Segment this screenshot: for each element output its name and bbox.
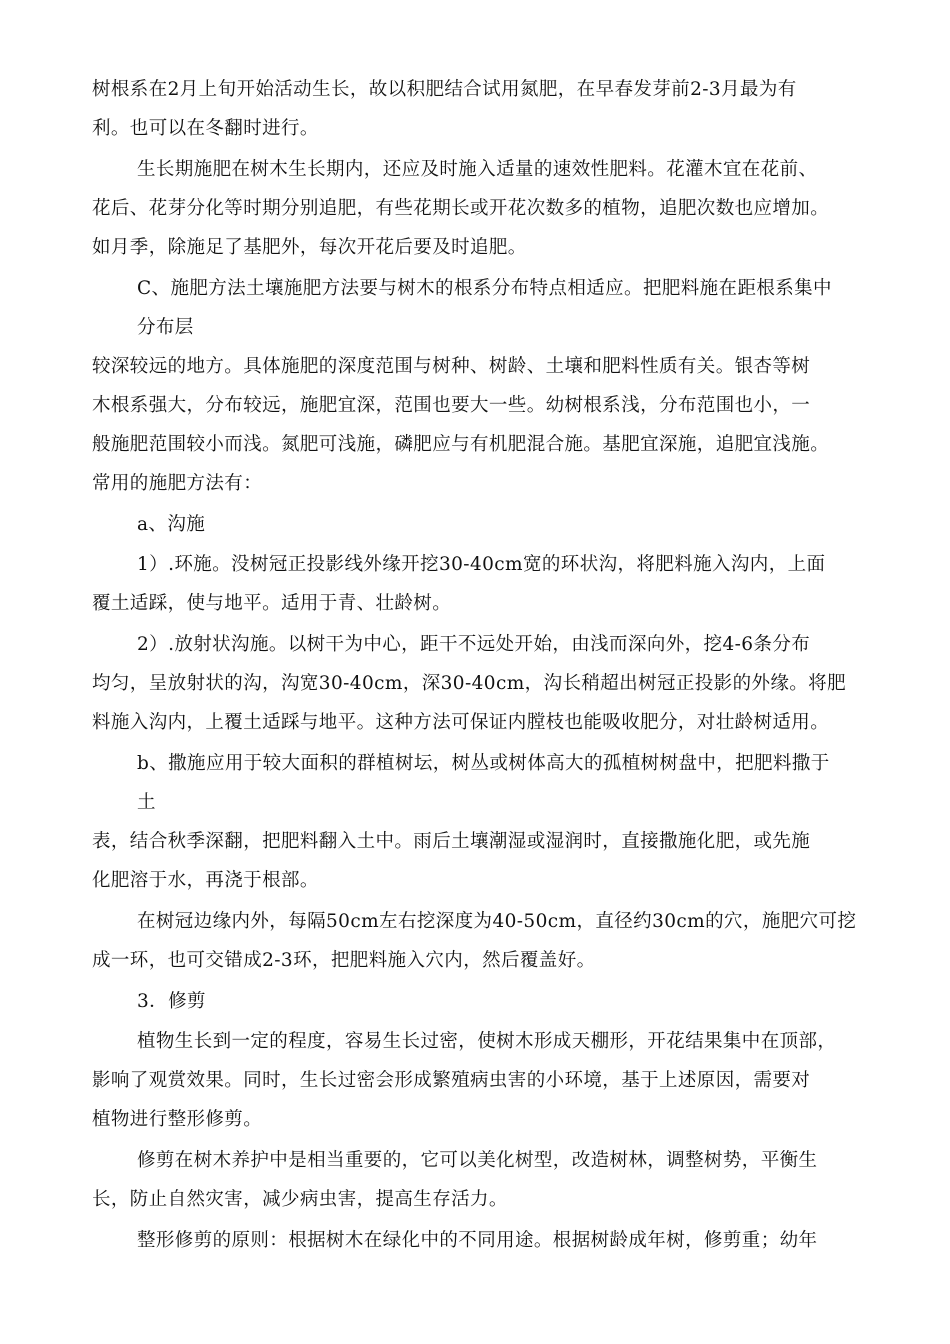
text-line: 花后、花芽分化等时期分别追肥，有些花期长或开花次数多的植物，追肥次数也应增加。 <box>92 198 830 219</box>
text-line: 植物进行整形修剪。 <box>92 1109 263 1130</box>
text-line: 均匀，呈放射状的沟，沟宽30-40cm，深30-40cm，沟长稍超出树冠正投影的外缘。将肥 <box>92 673 846 694</box>
text-line: a、沟施 <box>137 514 206 535</box>
text-line: 覆土适踩，使与地平。适用于青、壮龄树。 <box>92 593 452 614</box>
text-line: 料施入沟内，上覆土适踩与地平。这种方法可保证内膛枝也能吸收肥分，对壮龄树适用。 <box>92 712 830 733</box>
text-line: 利。也可以在冬翻时进行。 <box>92 118 319 139</box>
text-line: b、撒施应用于较大面积的群植树坛，树丛或树体高大的孤植树树盘中，把肥料撒于 <box>137 753 830 774</box>
text-line: C、施肥方法土壤施肥方法要与树木的根系分布特点相适应。把肥料施在距根系集中 <box>137 278 832 299</box>
text-line: 树根系在2月上旬开始活动生长，故以积肥结合试用氮肥，在早春发芽前2-3月最为有 <box>92 79 797 100</box>
text-line: 1）.环施。没树冠正投影线外缘开挖30-40cm宽的环状沟，将肥料施入沟内，上面 <box>137 554 826 575</box>
text-line: 成一环，也可交错成2-3环，把肥料施入穴内，然后覆盖好。 <box>92 950 596 971</box>
text-line: 长，防止自然灾害，减少病虫害，提高生存活力。 <box>92 1189 508 1210</box>
text-line: 生长期施肥在树木生长期内，还应及时施入适量的速效性肥料。花灌木宜在花前、 <box>137 159 818 180</box>
text-line: 常用的施肥方法有： <box>92 473 263 494</box>
text-line: 整形修剪的原则：根据树木在绿化中的不同用途。根据树龄成年树，修剪重；幼年 <box>137 1230 818 1251</box>
text-line: 修剪在树木养护中是相当重要的，它可以美化树型，改造树林，调整树势，平衡生 <box>137 1150 818 1171</box>
text-line: 植物生长到一定的程度，容易生长过密，使树木形成天棚形，开花结果集中在顶部， <box>137 1031 837 1052</box>
text-line: 木根系强大，分布较远，施肥宜深，范围也要大一些。幼树根系浅，分布范围也小，一 <box>92 395 811 416</box>
text-line: 土 <box>137 792 156 813</box>
text-line: 化肥溶于水，再浇于根部。 <box>92 870 319 891</box>
section-heading: 3．修剪 <box>137 991 206 1012</box>
text-line: 较深较远的地方。具体施肥的深度范围与树种、树龄、土壤和肥料性质有关。银杏等树 <box>92 356 811 377</box>
text-line: 如月季，除施足了基肥外，每次开花后要及时追肥。 <box>92 237 527 258</box>
text-line: 表，结合秋季深翻，把肥料翻入土中。雨后土壤潮湿或湿润时，直接撒施化肥，或先施 <box>92 831 811 852</box>
text-line: 般施肥范围较小而浅。氮肥可浅施，磷肥应与有机肥混合施。基肥宜深施，追肥宜浅施。 <box>92 434 830 455</box>
text-line: 2）.放射状沟施。以树干为中心，距干不远处开始，由浅而深向外，挖4-6条分布 <box>137 634 811 655</box>
text-line: 在树冠边缘内外，每隔50cm左右挖深度为40-50cm，直径约30cm的穴，施肥穴可挖 <box>137 911 857 932</box>
text-line: 影响了观赏效果。同时，生长过密会形成繁殖病虫害的小环境，基于上述原因，需要对 <box>92 1070 811 1091</box>
text-line: 分布层 <box>137 317 194 338</box>
